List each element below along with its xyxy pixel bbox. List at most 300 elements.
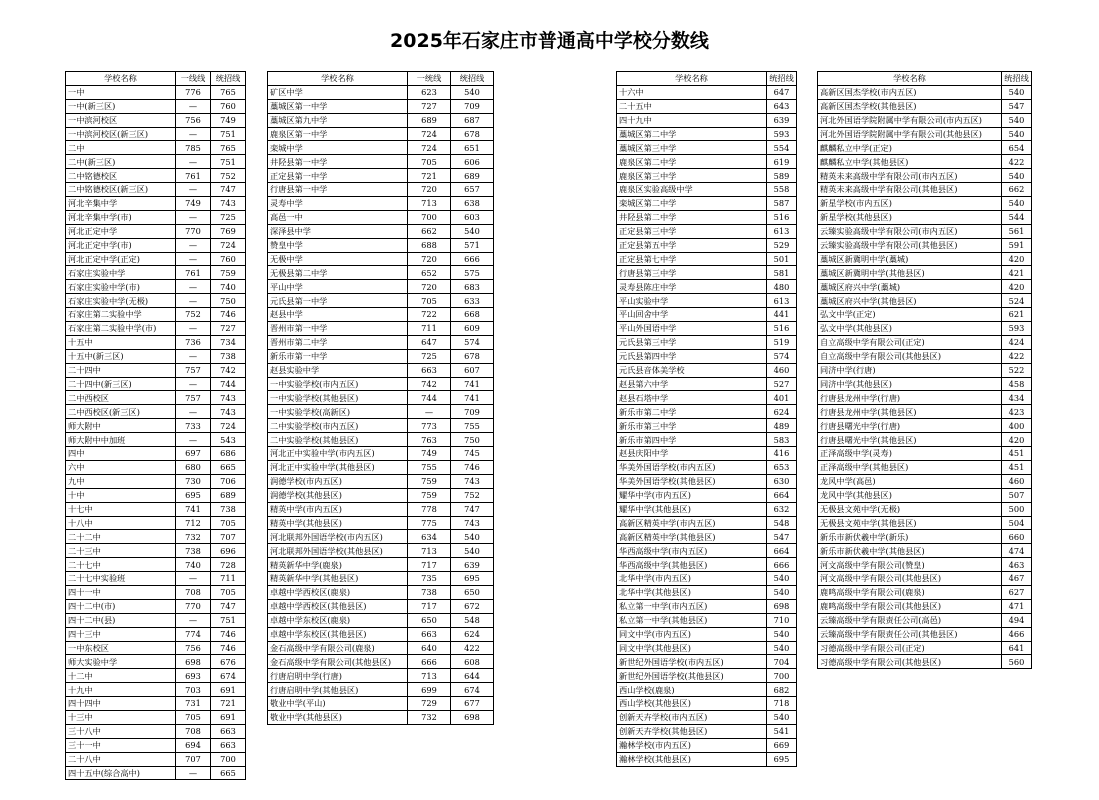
table-row (66, 266, 246, 280)
school-name-cell: 元氏县第一中学 (268, 294, 408, 308)
table-row (66, 641, 246, 655)
score-cell: 587 (767, 197, 797, 211)
score-cell: 540 (451, 530, 494, 544)
school-name-cell: 耀华中学(其他县区) (617, 502, 767, 516)
school-name-cell: 新乐市第四中学 (617, 433, 767, 447)
score-cell: 609 (451, 322, 494, 336)
school-name-cell: 藁城区新冀明中学(其他县区) (818, 266, 1002, 280)
school-name-cell: 二十七中实验班 (66, 572, 176, 586)
table-row (66, 599, 246, 613)
score-cell: 747 (211, 183, 246, 197)
score-cell: 750 (451, 433, 494, 447)
table-row (268, 169, 494, 183)
school-name-cell: 卓越中学西校区(其他县区) (268, 599, 408, 613)
table-row (818, 419, 1032, 433)
school-name-cell: 河北联邦外国语学校(其他县区) (268, 544, 408, 558)
score-cell: 467 (1002, 572, 1032, 586)
table-row (268, 266, 494, 280)
score-cell: 700 (408, 210, 451, 224)
score-cell: 770 (176, 224, 211, 238)
table-row (617, 558, 797, 572)
score-cell: — (176, 210, 211, 224)
score-cell: 724 (408, 127, 451, 141)
score-cell: 749 (176, 197, 211, 211)
score-cell: 746 (211, 308, 246, 322)
table-row (268, 280, 494, 294)
table-row (617, 516, 797, 530)
score-cell: 756 (176, 113, 211, 127)
score-cell: 746 (211, 627, 246, 641)
score-cell: 698 (176, 655, 211, 669)
score-cell: 540 (767, 572, 797, 586)
table-row (818, 280, 1032, 294)
table-row (66, 766, 246, 780)
score-cell: 665 (211, 460, 246, 474)
table-row (617, 724, 797, 738)
school-name-cell: 石家庄第二实验中学(市) (66, 322, 176, 336)
score-cell: — (176, 252, 211, 266)
school-name-cell: 同文中学(市内五区) (617, 627, 767, 641)
score-cell: 769 (211, 224, 246, 238)
table-row (66, 724, 246, 738)
table-row (66, 516, 246, 530)
score-cell: 770 (176, 599, 211, 613)
school-name-cell: 二中铭德校区 (66, 169, 176, 183)
school-name-cell: 卓越中学西校区(鹿泉) (268, 585, 408, 599)
school-name-cell: 平山外国语中学 (617, 322, 767, 336)
table-row (818, 641, 1032, 655)
table-row (268, 377, 494, 391)
table-row (818, 155, 1032, 169)
school-name-cell: 灵寿中学 (268, 197, 408, 211)
school-name-cell: 高新区精英中学(其他县区) (617, 530, 767, 544)
table-row (818, 377, 1032, 391)
school-name-cell: 栾城区第二中学 (617, 197, 767, 211)
school-name-cell: 藁城区第九中学 (268, 113, 408, 127)
school-name-cell: 石家庄实验中学 (66, 266, 176, 280)
score-cell: 516 (767, 210, 797, 224)
score-cell: 745 (451, 447, 494, 461)
school-name-cell: 弘文中学(正定) (818, 308, 1002, 322)
school-name-cell: 一中滨河校区 (66, 113, 176, 127)
score-cell: 742 (211, 363, 246, 377)
school-name-cell: 十三中 (66, 710, 176, 724)
score-cell: 639 (767, 113, 797, 127)
table-row (268, 447, 494, 461)
table-row (818, 627, 1032, 641)
score-cell: 581 (767, 266, 797, 280)
score-cell: 778 (408, 502, 451, 516)
score-cell: 547 (767, 530, 797, 544)
table-row (66, 738, 246, 752)
score-cell: 422 (451, 641, 494, 655)
table-row (617, 113, 797, 127)
score-cell: 501 (767, 252, 797, 266)
table-row (66, 627, 246, 641)
table-row (818, 224, 1032, 238)
table-row (66, 683, 246, 697)
score-cell: 421 (1002, 266, 1032, 280)
score-cell: 693 (176, 669, 211, 683)
table-row (617, 655, 797, 669)
score-cell: 527 (767, 377, 797, 391)
school-name-cell: 鹿鸣高级中学有限公司(其他县区) (818, 599, 1002, 613)
score-cell: 774 (176, 627, 211, 641)
score-cell: 708 (176, 724, 211, 738)
score-cell: 743 (451, 516, 494, 530)
score-cell: 691 (211, 710, 246, 724)
score-cell: 743 (211, 391, 246, 405)
score-cell: 593 (767, 127, 797, 141)
score-cell: 666 (451, 252, 494, 266)
score-cell: 759 (408, 474, 451, 488)
table-row (268, 349, 494, 363)
table-row (66, 224, 246, 238)
school-name-cell: 二十五中 (617, 99, 767, 113)
score-cell: 746 (211, 641, 246, 655)
table-row (818, 558, 1032, 572)
score-cell: 516 (767, 322, 797, 336)
score-cell: 733 (176, 419, 211, 433)
column-header-school: 学校名称 (66, 72, 176, 86)
score-cell: 638 (451, 197, 494, 211)
score-cell: 738 (211, 349, 246, 363)
school-name-cell: 润德学校(市内五区) (268, 474, 408, 488)
table-row (268, 474, 494, 488)
score-cell: 543 (211, 433, 246, 447)
score-cell: 558 (767, 183, 797, 197)
score-cell: 608 (451, 655, 494, 669)
table-row (268, 460, 494, 474)
table-row (617, 266, 797, 280)
score-cell: 724 (211, 419, 246, 433)
score-cell: 540 (1002, 113, 1032, 127)
score-cell: 732 (408, 710, 451, 724)
column-header-school: 学校名称 (268, 72, 408, 86)
school-name-cell: 十五中 (66, 335, 176, 349)
school-name-cell: 赵县实验中学 (268, 363, 408, 377)
table-header-row (617, 72, 797, 86)
score-cell: 724 (408, 141, 451, 155)
table-row (66, 530, 246, 544)
table-row (268, 85, 494, 99)
table-row (818, 530, 1032, 544)
table-row (66, 141, 246, 155)
school-name-cell: 藁城区第三中学 (617, 141, 767, 155)
score-cell: 591 (1002, 238, 1032, 252)
table-row (268, 141, 494, 155)
score-cell: 400 (1002, 419, 1032, 433)
table-row (617, 294, 797, 308)
school-name-cell: 藁城区新冀明中学(藁城) (818, 252, 1002, 266)
score-cell: 757 (176, 391, 211, 405)
school-name-cell: 四十五中(综合高中) (66, 766, 176, 780)
score-cell: 641 (1002, 641, 1032, 655)
score-cell: 554 (767, 141, 797, 155)
score-cell: 560 (1002, 655, 1032, 669)
school-name-cell: 行唐县龙州中学(其他县区) (818, 405, 1002, 419)
score-cell: 775 (408, 516, 451, 530)
table-row (66, 405, 246, 419)
score-cell: 653 (767, 460, 797, 474)
column-header-score: 统招线 (1002, 72, 1032, 86)
score-cell: 749 (408, 447, 451, 461)
score-cell: 730 (176, 474, 211, 488)
score-cell: 705 (211, 516, 246, 530)
score-cell: 709 (451, 99, 494, 113)
score-cell: 757 (176, 363, 211, 377)
score-cell: — (176, 127, 211, 141)
school-name-cell: 二中实验学校(其他县区) (268, 433, 408, 447)
score-cell: 763 (408, 433, 451, 447)
school-name-cell: 北华中学(其他县区) (617, 585, 767, 599)
score-cell: 749 (211, 113, 246, 127)
score-cell: 668 (451, 308, 494, 322)
table-row (268, 363, 494, 377)
school-name-cell: 高邑一中 (268, 210, 408, 224)
table-row (268, 308, 494, 322)
table-row (617, 460, 797, 474)
score-table-4 (817, 71, 1032, 669)
score-cell: — (176, 99, 211, 113)
score-cell: 743 (211, 405, 246, 419)
school-name-cell: 藁城区府兴中学(其他县区) (818, 294, 1002, 308)
school-name-cell: 新乐市新伏羲中学(其他县区) (818, 544, 1002, 558)
school-name-cell: 二中(新三区) (66, 155, 176, 169)
school-name-cell: 华美外国语学校(其他县区) (617, 474, 767, 488)
table-row (66, 655, 246, 669)
score-cell: 627 (1002, 585, 1032, 599)
school-name-cell: 十七中 (66, 502, 176, 516)
score-cell: 765 (211, 85, 246, 99)
score-cell: 460 (767, 363, 797, 377)
score-cell: 401 (767, 391, 797, 405)
school-name-cell: 华西高级中学(其他县区) (617, 558, 767, 572)
school-name-cell: 无极县文苑中学(无极) (818, 502, 1002, 516)
score-cell: 697 (176, 447, 211, 461)
school-name-cell: 四中 (66, 447, 176, 461)
score-cell: 732 (176, 530, 211, 544)
school-name-cell: 四十九中 (617, 113, 767, 127)
table-row (268, 683, 494, 697)
school-name-cell: 河北正定中学(正定) (66, 252, 176, 266)
score-cell: 694 (176, 738, 211, 752)
school-name-cell: 十六中 (617, 85, 767, 99)
table-row (818, 238, 1032, 252)
score-cell: 548 (767, 516, 797, 530)
school-name-cell: 北华中学(市内五区) (617, 572, 767, 586)
score-cell: 676 (211, 655, 246, 669)
table-row (818, 197, 1032, 211)
score-cell: 540 (1002, 127, 1032, 141)
school-name-cell: 无极县文苑中学(其他县区) (818, 516, 1002, 530)
table-row (268, 238, 494, 252)
score-cell: 731 (176, 697, 211, 711)
score-cell: — (176, 377, 211, 391)
score-cell: 711 (408, 322, 451, 336)
table-row (66, 308, 246, 322)
table-row (268, 99, 494, 113)
school-name-cell: 四十二中(县) (66, 613, 176, 627)
score-cell: 747 (211, 599, 246, 613)
table-row (617, 502, 797, 516)
school-name-cell: 敬业中学(其他县区) (268, 710, 408, 724)
table-row (66, 544, 246, 558)
score-cell: 678 (451, 349, 494, 363)
school-name-cell: 新世纪外国语学校(市内五区) (617, 655, 767, 669)
school-name-cell: 晋州市第二中学 (268, 335, 408, 349)
school-name-cell: 精英未来高级中学有限公司(其他县区) (818, 183, 1002, 197)
score-cell: 669 (767, 738, 797, 752)
school-name-cell: 石家庄实验中学(市) (66, 280, 176, 294)
score-cell: 755 (451, 419, 494, 433)
score-cell: 643 (767, 99, 797, 113)
score-cell: 540 (451, 224, 494, 238)
score-cell: 666 (767, 558, 797, 572)
table-header-row (268, 72, 494, 86)
school-name-cell: 一中实验学校(市内五区) (268, 377, 408, 391)
table-row (818, 308, 1032, 322)
table-row (66, 169, 246, 183)
score-table-3 (616, 71, 797, 767)
school-name-cell: 云臻高级中学有限责任公司(高邑) (818, 613, 1002, 627)
score-cell: 423 (1002, 405, 1032, 419)
school-name-cell: 二十七中 (66, 558, 176, 572)
score-cell: 759 (211, 266, 246, 280)
score-cell: 540 (767, 627, 797, 641)
table-row (268, 599, 494, 613)
score-cell: 603 (451, 210, 494, 224)
table-row (268, 197, 494, 211)
school-name-cell: 正定县第七中学 (617, 252, 767, 266)
score-cell: — (176, 155, 211, 169)
table-row (617, 197, 797, 211)
page-title: 2025年石家庄市普通高中学校分数线 (390, 30, 709, 52)
table-row (66, 391, 246, 405)
school-name-cell: 自立高级中学有限公司(其他县区) (818, 349, 1002, 363)
score-cell: 717 (408, 599, 451, 613)
school-name-cell: 赵县中学 (268, 308, 408, 322)
score-cell: 691 (211, 683, 246, 697)
table-row (818, 488, 1032, 502)
score-cell: 776 (176, 85, 211, 99)
school-name-cell: 无极中学 (268, 252, 408, 266)
score-cell: 451 (1002, 460, 1032, 474)
score-cell: 709 (451, 405, 494, 419)
score-cell: 652 (408, 266, 451, 280)
table-row (818, 183, 1032, 197)
school-name-cell: 正泽高级中学(灵寿) (818, 447, 1002, 461)
score-cell: 686 (211, 447, 246, 461)
school-name-cell: 正定县第五中学 (617, 238, 767, 252)
school-name-cell: 四十二中(市) (66, 599, 176, 613)
school-name-cell: 习德高级中学有限公司(正定) (818, 641, 1002, 655)
school-name-cell: 鹿泉区第三中学 (617, 169, 767, 183)
score-cell: 674 (451, 683, 494, 697)
score-cell: 574 (451, 335, 494, 349)
score-cell: 540 (1002, 197, 1032, 211)
school-name-cell: 十五中(新三区) (66, 349, 176, 363)
school-name-cell: 元氏县音体美学校 (617, 363, 767, 377)
school-name-cell: 无极县第二中学 (268, 266, 408, 280)
school-name-cell: 十中 (66, 488, 176, 502)
school-name-cell: 正泽高级中学(其他县区) (818, 460, 1002, 474)
score-cell: 722 (408, 308, 451, 322)
school-name-cell: 赵县石塔中学 (617, 391, 767, 405)
score-cell: — (176, 613, 211, 627)
table-row (818, 405, 1032, 419)
school-name-cell: 金石高级中学有限公司(其他县区) (268, 655, 408, 669)
score-cell: 662 (408, 224, 451, 238)
score-cell: — (176, 280, 211, 294)
score-cell: 633 (451, 294, 494, 308)
school-name-cell: 井陉县第一中学 (268, 155, 408, 169)
table-row (818, 391, 1032, 405)
score-cell: 713 (408, 197, 451, 211)
school-name-cell: 润德学校(其他县区) (268, 488, 408, 502)
school-name-cell: 河北辛集中学(市) (66, 210, 176, 224)
table-row (268, 502, 494, 516)
school-name-cell: 石家庄实验中学(无极) (66, 294, 176, 308)
school-name-cell: 习德高级中学有限公司(其他县区) (818, 655, 1002, 669)
score-cell: 471 (1002, 599, 1032, 613)
score-cell: 738 (408, 585, 451, 599)
score-cell: 540 (767, 641, 797, 655)
score-cell: 504 (1002, 516, 1032, 530)
score-cell: 524 (1002, 294, 1032, 308)
school-name-cell: 二十三中 (66, 544, 176, 558)
score-cell: 741 (451, 377, 494, 391)
score-cell: 662 (1002, 183, 1032, 197)
table-row (268, 127, 494, 141)
score-cell: 761 (176, 266, 211, 280)
score-cell: 773 (408, 419, 451, 433)
school-name-cell: 二中西校区 (66, 391, 176, 405)
table-row (818, 572, 1032, 586)
score-cell: 422 (1002, 349, 1032, 363)
table-row (617, 405, 797, 419)
table-row (818, 322, 1032, 336)
table-row (66, 558, 246, 572)
score-cell: 738 (211, 502, 246, 516)
score-cell: 727 (211, 322, 246, 336)
table-row (268, 669, 494, 683)
score-cell: 650 (408, 613, 451, 627)
table-row (818, 502, 1032, 516)
table-row (617, 349, 797, 363)
school-name-cell: 私立第一中学(其他县区) (617, 613, 767, 627)
school-name-cell: 云臻实验高级中学有限公司(市内五区) (818, 224, 1002, 238)
score-cell: 623 (408, 85, 451, 99)
score-cell: 759 (408, 488, 451, 502)
score-cell: 420 (1002, 433, 1032, 447)
table-row (66, 99, 246, 113)
school-name-cell: 麒麟私立中学(其他县区) (818, 155, 1002, 169)
score-cell: 500 (1002, 502, 1032, 516)
school-name-cell: 二十八中 (66, 752, 176, 766)
score-cell: 441 (767, 308, 797, 322)
score-cell: 540 (1002, 169, 1032, 183)
score-cell: 575 (451, 266, 494, 280)
school-name-cell: 新星学校(市内五区) (818, 197, 1002, 211)
table-row (617, 308, 797, 322)
table-row (66, 585, 246, 599)
score-cell: 740 (211, 280, 246, 294)
table-row (66, 752, 246, 766)
school-name-cell: 精英未来高级中学有限公司(市内五区) (818, 169, 1002, 183)
score-cell: 660 (1002, 530, 1032, 544)
table-row (268, 585, 494, 599)
